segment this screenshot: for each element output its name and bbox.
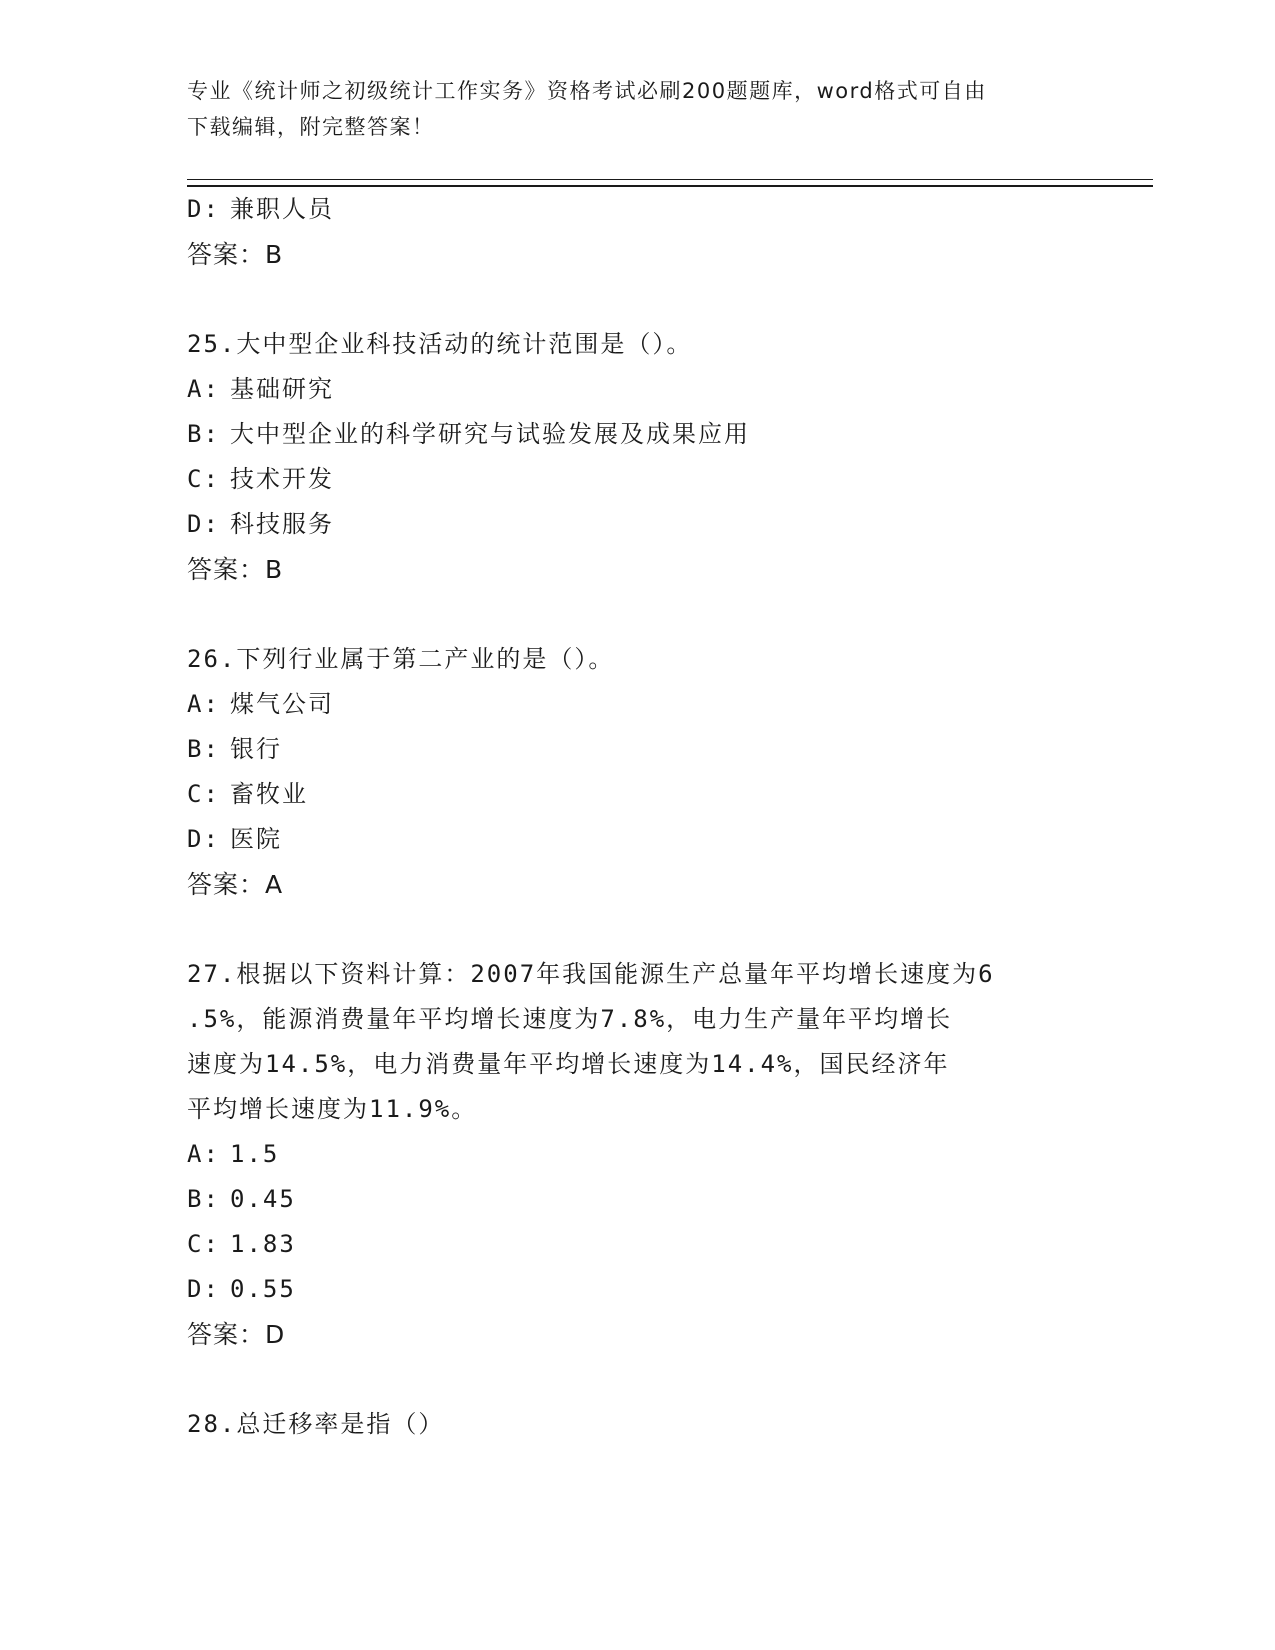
question-block bbox=[187, 1402, 1087, 1447]
option-c bbox=[187, 772, 1087, 817]
option-text: 科技服务 bbox=[230, 510, 334, 538]
option-text: 0.55 bbox=[230, 1275, 296, 1303]
question-stem: 26.下列行业属于第二产业的是（）。 bbox=[187, 645, 615, 673]
option-d bbox=[187, 817, 1087, 862]
spacer bbox=[187, 907, 1087, 952]
option-key: C: bbox=[187, 780, 220, 808]
option-key: D: bbox=[187, 510, 220, 538]
option-key: A: bbox=[187, 690, 220, 718]
option-c bbox=[187, 457, 1087, 502]
option-key: B: bbox=[187, 420, 220, 448]
option-key: D: bbox=[187, 825, 220, 853]
spacer bbox=[187, 1357, 1087, 1402]
option-a bbox=[187, 367, 1087, 412]
question-stem: 25.大中型企业科技活动的统计范围是（）。 bbox=[187, 330, 693, 358]
option-text: 基础研究 bbox=[230, 375, 334, 403]
option-d bbox=[187, 1267, 1087, 1312]
question-block bbox=[187, 952, 1087, 1357]
document-body bbox=[187, 187, 1087, 1447]
answer-line: 答案：A bbox=[187, 870, 284, 899]
option-b bbox=[187, 1177, 1087, 1222]
option-text: 技术开发 bbox=[230, 465, 334, 493]
question-block bbox=[187, 637, 1087, 907]
header-divider bbox=[187, 179, 1153, 187]
spacer bbox=[187, 592, 1087, 637]
option-d bbox=[187, 187, 1087, 232]
answer-line: 答案：D bbox=[187, 1320, 286, 1349]
option-b bbox=[187, 727, 1087, 772]
header-line-2: 下载编辑，附完整答案！ bbox=[187, 115, 435, 139]
question-stem-line: 速度为14.5%，电力消费量年平均增长速度为14.4%，国民经济年 bbox=[187, 1050, 950, 1078]
option-c bbox=[187, 1222, 1087, 1267]
question-stem: 28.总迁移率是指（） bbox=[187, 1410, 445, 1438]
answer-line: 答案：B bbox=[187, 240, 284, 269]
question-stem-line: 27.根据以下资料计算：2007年我国能源生产总量年平均增长速度为6 bbox=[187, 960, 995, 988]
option-text: 兼职人员 bbox=[230, 195, 334, 223]
option-key: C: bbox=[187, 465, 220, 493]
option-text: 煤气公司 bbox=[230, 690, 334, 718]
option-text: 畜牧业 bbox=[230, 780, 308, 808]
question-stem-line: .5%，能源消费量年平均增长速度为7.8%，电力生产量年平均增长 bbox=[187, 1005, 953, 1033]
option-b bbox=[187, 412, 1087, 457]
option-key: A: bbox=[187, 375, 220, 403]
option-key: D: bbox=[187, 1275, 220, 1303]
question-stem-line: 平均增长速度为11.9%。 bbox=[187, 1095, 478, 1123]
option-text: 0.45 bbox=[230, 1185, 296, 1213]
option-a bbox=[187, 682, 1087, 727]
header-line-1: 专业《统计师之初级统计工作实务》资格考试必刷200题题库，word格式可自由 bbox=[187, 79, 987, 103]
option-text: 1.5 bbox=[230, 1140, 280, 1168]
option-text: 医院 bbox=[230, 825, 282, 853]
option-key: C: bbox=[187, 1230, 220, 1258]
option-key: B: bbox=[187, 735, 220, 763]
option-a bbox=[187, 1132, 1087, 1177]
option-key: D: bbox=[187, 195, 220, 223]
question-block bbox=[187, 322, 1087, 592]
option-key: B: bbox=[187, 1185, 220, 1213]
option-text: 银行 bbox=[230, 735, 282, 763]
document-header bbox=[187, 73, 1067, 145]
answer-line: 答案：B bbox=[187, 555, 284, 584]
option-text: 1.83 bbox=[230, 1230, 296, 1258]
option-text: 大中型企业的科学研究与试验发展及成果应用 bbox=[230, 420, 750, 448]
option-d bbox=[187, 502, 1087, 547]
spacer bbox=[187, 277, 1087, 322]
option-key: A: bbox=[187, 1140, 220, 1168]
